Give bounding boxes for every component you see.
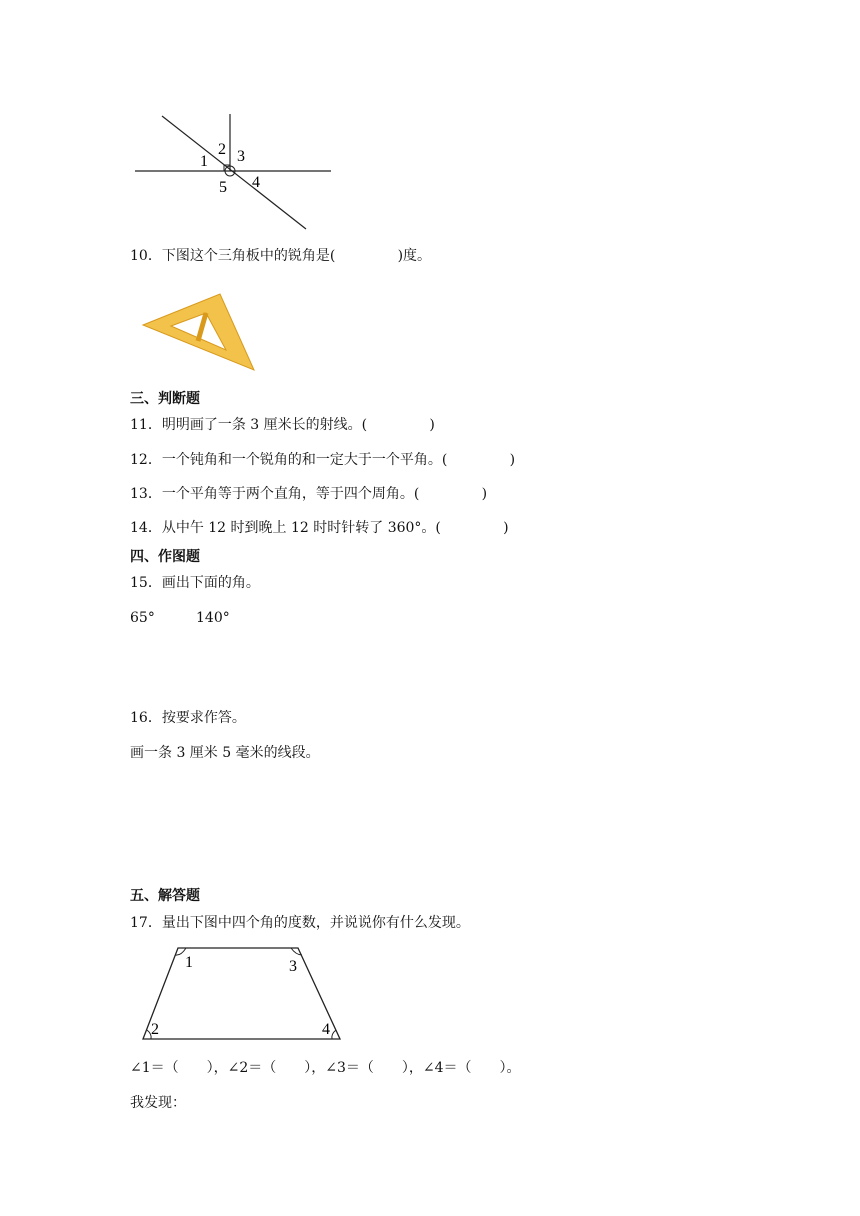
trapezoid-figure [138, 940, 348, 1045]
question-16: 16．按要求作答。 [130, 710, 246, 726]
question-13: 13．一个平角等于两个直角，等于四个周角。( ) [130, 486, 488, 502]
angle-label-4: 4 [252, 174, 260, 191]
trapezoid-label-1: 1 [185, 954, 193, 971]
question-17: 17．量出下图中四个角的度数，并说说你有什么发现。 [130, 915, 470, 931]
intersecting-lines-figure [130, 110, 340, 235]
trapezoid-outline [143, 948, 340, 1039]
question-17-discover: 我发现： [130, 1095, 186, 1111]
angle-140: 140° [196, 610, 230, 626]
angle-label-1: 1 [200, 153, 208, 170]
angle-label-2: 2 [218, 141, 226, 158]
angle-label-3: 3 [237, 148, 245, 165]
set-square-inner-bar [198, 313, 206, 341]
question-17-answer: ∠1＝（ ），∠2＝（ ），∠3＝（ ），∠4＝（ ）。 [130, 1060, 521, 1076]
question-10: 10．下图这个三角板中的锐角是( )度。 [130, 248, 432, 264]
trapezoid-label-2: 2 [151, 1021, 159, 1038]
section-3-title: 三、判断题 [130, 391, 200, 407]
slanted-line [162, 116, 306, 229]
question-12: 12．一个钝角和一个锐角的和一定大于一个平角。( ) [130, 452, 516, 468]
question-11: 11．明明画了一条 3 厘米长的射线。( ) [130, 417, 435, 433]
angle-arc-4 [332, 1030, 336, 1039]
trapezoid-label-4: 4 [322, 1021, 330, 1038]
question-16-sub: 画一条 3 厘米 5 毫米的线段。 [130, 745, 320, 761]
question-14: 14．从中午 12 时到晚上 12 时时针转了 360°。( ) [130, 520, 509, 536]
question-15: 15．画出下面的角。 [130, 575, 260, 591]
angle-label-5: 5 [219, 179, 227, 196]
triangle-ruler-image [138, 290, 260, 374]
section-4-title: 四、作图题 [130, 549, 200, 565]
section-5-title: 五、解答题 [130, 888, 200, 904]
trapezoid-label-3: 3 [289, 958, 297, 975]
angle-65: 65° [130, 610, 155, 626]
